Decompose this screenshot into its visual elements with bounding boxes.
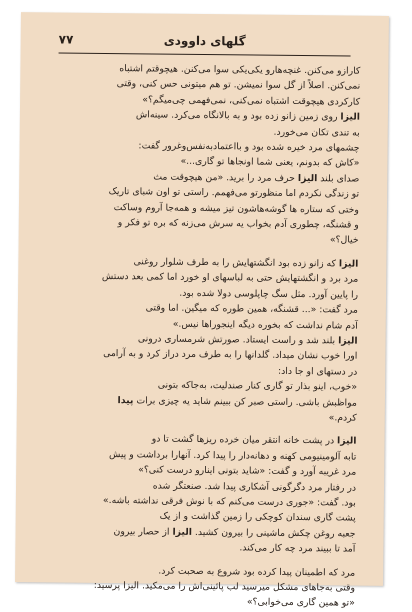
text-span: آدم شام نداشت که بخوره دیگه اینجوراها نیس.» — [173, 318, 358, 331]
page-number: ۷۷ — [59, 32, 74, 46]
text-span: مواظبش باشی. راستی صبر کن ببینم شاید یه چیزی برات — [133, 395, 357, 408]
book-page — [15, 12, 389, 586]
character-name: الیزا — [338, 335, 358, 346]
text-span: در رفتار مرد دگرگونی آشکاری پیدا شد. صنعتگر شده — [153, 480, 356, 493]
text-span: «تو همین گاری می‌خوابی؟» — [247, 597, 355, 609]
text-span: وختی که ستاره ها گوشه‌هاشون تیز میشه و همه‌جا آروم وساکت — [114, 202, 359, 216]
text-span: صدای بلند — [317, 173, 359, 184]
text-span: اورا خوب نشان میداد. گلدانها را به طرف مرد دراز کرد و به آرامی — [103, 348, 357, 362]
text-span: مرد که اطمینان پیدا کرده بود شروع به صحبت کرد. — [158, 565, 355, 578]
body-text — [45, 60, 360, 555]
text-span: که زانو زده بود انگشتهایش را به طرف شلوار روغنی — [134, 256, 339, 269]
text-span: کردم.» — [329, 412, 357, 423]
text-span: در دستهای او جا داد: — [278, 366, 357, 378]
text-span: و قشنگه، چطوری آدم بخواب یه سرش می‌زنه که بره تو فکر و — [118, 217, 359, 231]
running-title: گلهای داوودی — [59, 32, 351, 49]
text-span: در پشت خانه انتقر میان خرده ریزها گشت تا دو — [152, 434, 337, 447]
text-span: چشمهای مرد خیره شده بود و با‌اعتماد‌به‌نفس‌وغرور گفت: — [138, 140, 359, 153]
text-span: پشت گاری سندان کوچکی را زمین گذاشت و از یک — [160, 511, 356, 524]
text-line — [45, 593, 355, 612]
text-span: بود. گفت: «جوری درست می‌کنم که با نوش فرقی نداشته باشه.» — [103, 495, 356, 509]
text-span: وقتی به‌جاهای مشکل میرسید لب پائینی‌اش را می‌مکید. الیزا پرسید: — [94, 580, 355, 594]
text-span: به تندی تکان می‌خورد. — [273, 126, 359, 138]
character-name: الیزا — [172, 526, 192, 537]
text-span: «کاش که بدونم، یعنی شما اونجاها تو گاری...» — [180, 156, 359, 169]
text-span: از حصار بیرون — [114, 526, 173, 538]
text-span: مرد غریبه آورد و گفت: «شاید بتونی اینارو درست کنی؟» — [138, 464, 356, 477]
page-header — [59, 30, 351, 56]
text-span: بلند شد و راست ایستاد. صورتش شرمساری درونی — [138, 333, 338, 346]
text-span: کارکردی هیچوقت اشتباه نمی‌کنی، نمی‌فهمی چی‌میگم؟» — [142, 94, 360, 107]
text-span: آمد تا ببیند مرد چه کار می‌کند. — [239, 543, 355, 555]
text-span: «خوب، اینو بذار تو گاری کنار صندلیت، به‌جاکه بتونی — [158, 380, 357, 393]
text-span: تابه آلومینیومی کهنه و دهانه‌دار را پیدا کرد. آنهارا برداشت و پیش — [109, 449, 356, 463]
text-span: نمی‌کنن. اصلاً از گل سوا نمیشن. تو هم میتونی حس کنی، وقتی — [117, 79, 361, 93]
text-span: مرد گفت: «... قشنگه، همین طوره که میگین. اما وقتی — [146, 303, 358, 316]
text-span: روی زمین زانو زده بود و به بالانگاه می‌کرد. سینه‌اش — [136, 110, 341, 123]
character-name: الیزا — [337, 436, 357, 447]
text-span: جعبه روغن چکش ماشینی را بیرون کشید. — [192, 527, 356, 540]
character-name: الیزا — [339, 258, 359, 269]
text-span: خیال؟» — [330, 235, 359, 246]
character-name: پیدا — [118, 395, 134, 406]
text-span: کارازو می‌کنن. غنچه‌هارو یکی‌یکی سوا می‌کنن. هیچوقتم اشتباه — [119, 63, 360, 77]
character-name: الیزا — [298, 173, 318, 184]
text-span: را پایین آورد. مثل سگ چاپلوسی دولا شده بود. — [179, 287, 358, 300]
text-span: مرد برد و انگشتهایش حتی به لباسهای او خورد اما کمی بعد دستش — [102, 271, 358, 285]
text-span: تو زندگی نکردم اما منظورتو می‌فهمم. راستی تو اون شبای تاریک — [109, 186, 360, 200]
text-span: حرف مرد را برید. «من هیچوقت مث — [153, 171, 298, 184]
character-name: الیزا — [340, 112, 360, 123]
